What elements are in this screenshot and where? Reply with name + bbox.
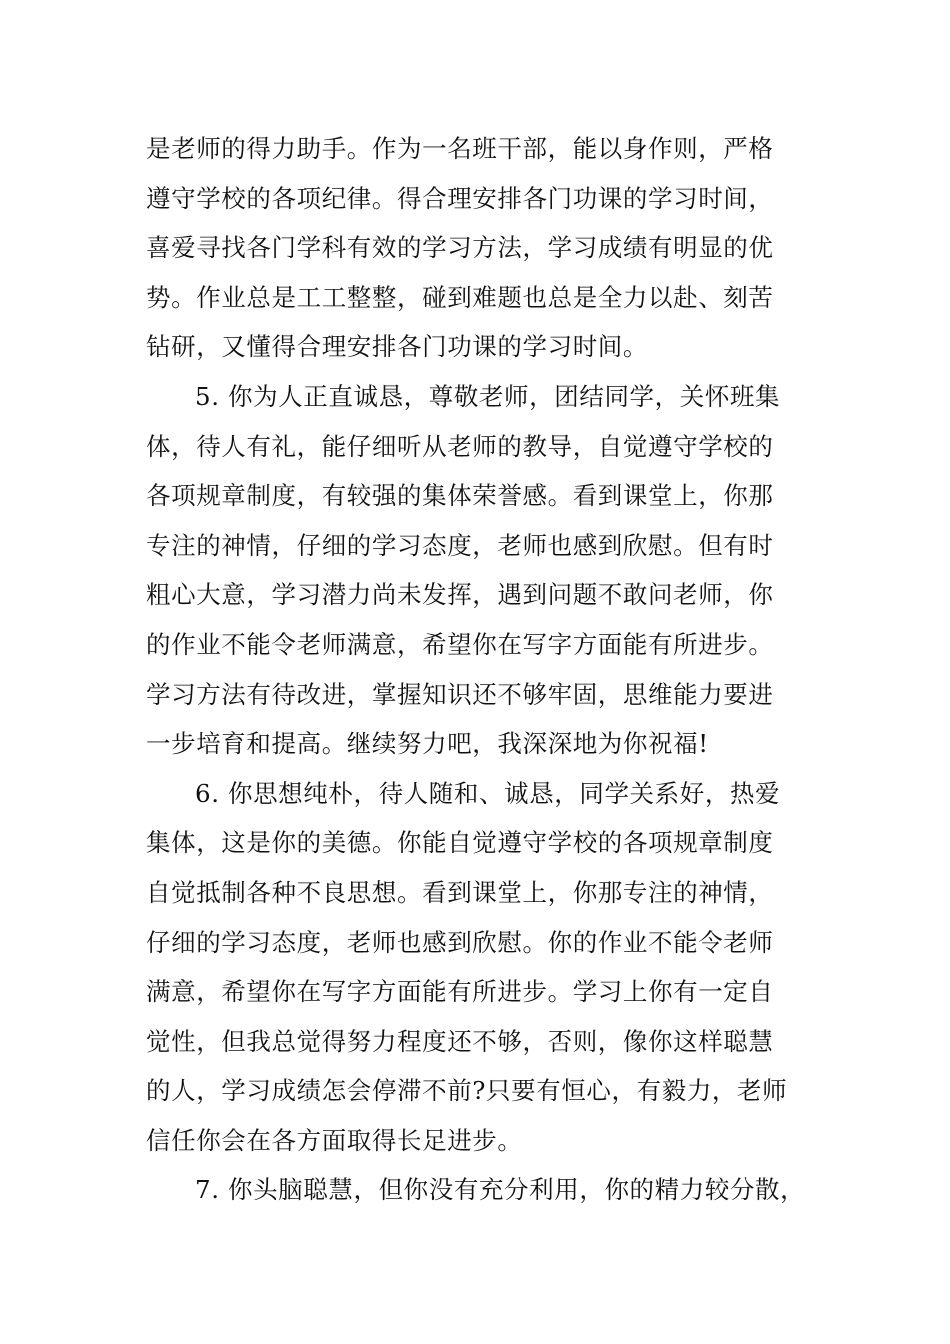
paragraph-start-item-6: 6. 你思想纯朴，待人随和、诚恳，同学关系好，热爱	[195, 778, 781, 808]
text-line: 各项规章制度，有较强的集体荣誉感。看到课堂上，你那	[146, 481, 774, 511]
text-line: 自觉抵制各种不良思想。看到课堂上，你那专注的神情，	[146, 877, 774, 907]
paragraph-start-item-5: 5. 你为人正直诚恳，尊敬老师，团结同学，关怀班集	[195, 381, 781, 411]
text-line: 一步培育和提高。继续努力吧，我深深地为你祝福!	[146, 729, 709, 759]
text-line: 觉性，但我总觉得努力程度还不够，否则，像你这样聪慧	[146, 1026, 774, 1056]
text-line: 钻研，又懂得合理安排各门功课的学习时间。	[146, 332, 648, 362]
text-line: 学习方法有待改进，掌握知识还不够牢固，思维能力要进	[146, 679, 774, 709]
text-line: 的作业不能令老师满意，希望你在写字方面能有所进步。	[146, 629, 774, 659]
text-line: 势。作业总是工工整整，碰到难题也总是全力以赴、刻苦	[146, 282, 774, 312]
text-line: 遵守学校的各项纪律。得合理安排各门功课的学习时间，	[146, 183, 774, 213]
text-line: 满意，希望你在写字方面能有所进步。学习上你有一定自	[146, 977, 774, 1007]
text-line: 体，待人有礼，能仔细听从老师的教导，自觉遵守学校的	[146, 431, 774, 461]
text-line: 喜爱寻找各门学科有效的学习方法，学习成绩有明显的优	[146, 233, 774, 263]
text-line: 粗心大意，学习潜力尚未发挥，遇到问题不敢问老师，你	[146, 580, 774, 610]
text-line: 信任你会在各方面取得长足进步。	[146, 1125, 523, 1155]
paragraph-start-item-7: 7. 你头脑聪慧，但你没有充分利用，你的精力较分散，	[195, 1175, 806, 1205]
text-line: 仔细的学习态度，老师也感到欣慰。你的作业不能令老师	[146, 927, 774, 957]
text-line: 集体，这是你的美德。你能自觉遵守学校的各项规章制度	[146, 828, 774, 858]
body-text	[146, 124, 826, 1215]
text-line: 的人，学习成绩怎会停滞不前?只要有恒心，有毅力，老师	[146, 1076, 788, 1106]
text-line: 专注的神情，仔细的学习态度，老师也感到欣慰。但有时	[146, 530, 774, 560]
text-line: 是老师的得力助手。作为一名班干部，能以身作则，严格	[146, 134, 774, 163]
